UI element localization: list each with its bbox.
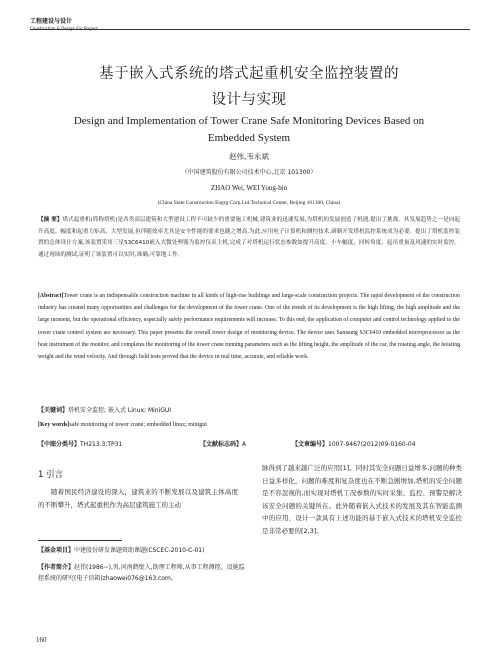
header-divider xyxy=(30,29,470,30)
keywords-cn-text: 塔机安全监控; 嵌入式 Linux; MiniGUI xyxy=(68,407,172,414)
affiliation-en: (China State Construction Engrg.Corp.Ltd.Technical Center, Beijing 101300, China) xyxy=(157,200,341,206)
keywords-cn xyxy=(38,405,171,414)
clc-label: 【中图分类号】 xyxy=(38,441,81,448)
author-bio-label: 【作者简介】 xyxy=(38,564,75,571)
journal-name-en: Construction & Design For Project xyxy=(30,26,98,31)
abstract-en-text: Tower crane is an indispensable construction machine in all kinds of high-rise buildings and large-scale construction projects. The rapid development of the construction industry has created many opportunities and challenges for the development of the tower crane. One of the trends of its development is the high lifting, the high amplitude and the large moment, but the operational efficiency, especially safety performance requirements will increase. To this end, the application of computer and control technology applied to the tower crane control system are necessary. This paper presents the overall tower design of monitoring device. The device uses Samsung S3C6410 embedded microprocessor as the host instrument of the monitor, and completes the monitoring of the tower crane running parameters such as the lifting height, the amplitude of the car, the rotating angle, the hoisting weight and the wind velocity. And through field tests proved that the device in real time, accurate, and reliable work. xyxy=(38,293,460,361)
abstract-cn-label: 【摘 要】 xyxy=(38,217,63,223)
title-en-line2: Embedded System xyxy=(207,132,291,144)
title-cn-line2: 设计与实现 xyxy=(211,92,287,108)
clc-value: TH213.3;TP31 xyxy=(80,441,123,448)
page-number: 160 xyxy=(36,636,47,644)
footnote-separator xyxy=(38,540,122,541)
abstract-cn-text: 塔式起重机(简称塔机)是各类高层建筑和大型建设工程不可缺少的重要施工机械,建筑业的迅速发展,为塔机的发展创造了机遇,提出了挑战。其发展趋势之一是向起升高度、幅度和起重力矩高、大型发展,但伴随效率尤其是安全性能的要求也随之增高,为此,应用电子计算机和测控技术,研制开发塔机监控系统成为必要。提出了塔机监控装置的总体设计方案,该装置采用三星S3C6410嵌入式微处理器为监控仪表主机,完成了对塔机运行状态参数如提升高度、小车幅度、回转角度、起吊重量及风速的实时监控。通过现场的测试,证明了该装置可以实时,准确,可靠地工作。 xyxy=(38,217,460,259)
intro-right-column: 脉得到了越来越广泛的应用[1]。同时其安全问题日益增多,问题的种类日益多样化，问题的难度和复杂度也在不断急剧增加,塔机的安全问题是不容忽视的,而实现对塔机工况参数的实时采集、监控、预警是解决该安全问题的关键所在。此外随着嵌入式技术的发展及其在智能监测中的应用，设计一款具有上述功能的基于嵌入式技术的塔机安全监控是非常必要的[2,3]。 xyxy=(262,464,462,535)
fund-text: 中建股份研发课题资助课题(CSCEC-2010-C-01) xyxy=(74,547,205,554)
affiliation-cn: （中国建筑股份有限公司技术中心,北京 101300） xyxy=(181,169,317,176)
authors-en: ZHAO Wei, WEI Yong-bin xyxy=(210,184,288,192)
doc-code-value: A xyxy=(242,441,247,448)
author-bio-text: 赵伟(1986~),男,河南鹤壁人,助理工程师,从事工程测控、设施监控系统的研究(电子信箱)zhaowei076@163.com。 xyxy=(38,564,245,582)
abstract-cn xyxy=(38,215,460,262)
keywords-cn-label: 【关键词】 xyxy=(38,407,69,414)
intro-left-column: 随着国民经济建设的深入，建筑业的不断发展以及建筑主体高度的不断攀升，塔式起重机作为高层建筑施工的主动 xyxy=(38,488,238,509)
title-cn-line1: 基于嵌入式系统的塔式起重机安全监控装置的 xyxy=(99,66,399,82)
title-en-line1: Design and Implementation of Tower Crane Safe Monitoring Devices Based on xyxy=(73,115,425,127)
article-number xyxy=(292,439,416,448)
keywords-en-label: [Key words] xyxy=(38,422,70,428)
abstract-en-label: [Abstract] xyxy=(38,293,64,299)
keywords-en-text: safe monitoring of tower crane; embedded linux; minigui xyxy=(69,422,207,428)
section-heading-introduction: 1 引言 xyxy=(38,470,64,480)
article-number-label: 【文章编号】 xyxy=(292,441,329,448)
abstract-en xyxy=(38,290,460,363)
authors-cn: 赵伟,韦永斌 xyxy=(229,152,269,161)
article-number-value: 1007-9467(2012)09-0160-04 xyxy=(328,441,416,448)
keywords-en xyxy=(38,422,207,428)
footnote-fund xyxy=(38,545,248,556)
doc-code-label: 【文献标志码】 xyxy=(200,441,243,448)
journal-name-cn: 工程建设与设计 xyxy=(30,18,73,25)
document-code xyxy=(200,439,246,448)
footnote-author xyxy=(38,562,248,584)
clc-number xyxy=(38,439,122,448)
fund-label: 【基金项目】 xyxy=(38,547,75,554)
